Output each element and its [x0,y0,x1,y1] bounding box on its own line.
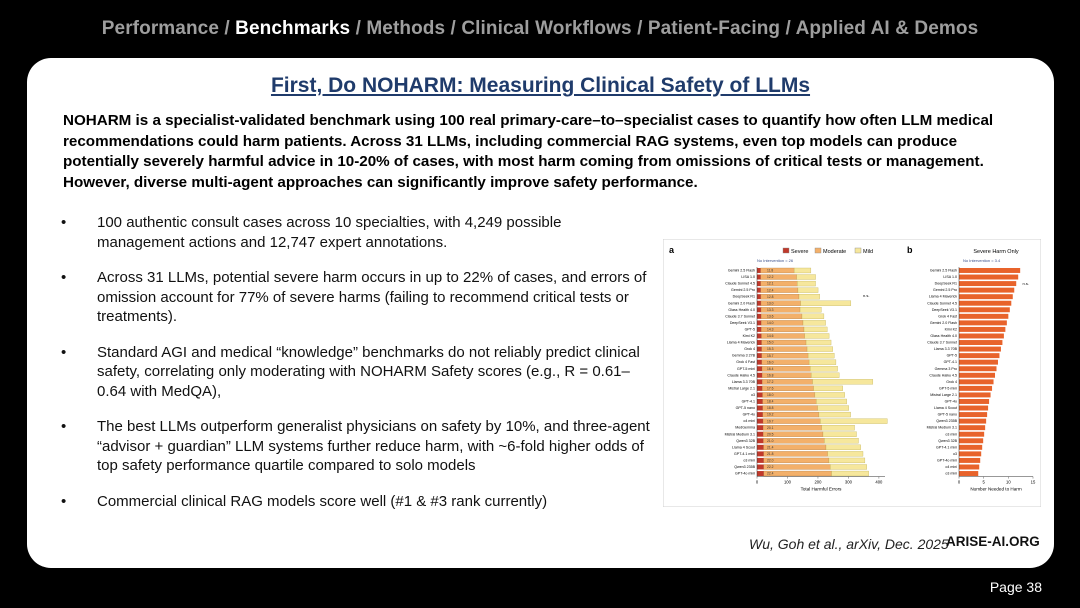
panel-a-bar-severe [757,465,764,470]
panel-a-bar-severe [757,334,761,339]
bullet-item: • 100 authentic consult cases across 10 specialties, with 4,249 possible management actions and 12,747 expert annotations. [61,213,651,252]
panel-a-bar-mild [811,373,839,378]
panel-a-category-label: GPT-4.1 mini [734,451,755,456]
panel-b-bar [959,281,1016,286]
panel-b-annotation: n.s. [1022,281,1029,286]
nav-item-methods[interactable]: Methods [366,18,446,39]
legend-swatch-moderate [815,248,821,253]
panel-a-bar-mild [816,399,846,404]
panel-a-bar-mild [815,392,845,397]
panel-a-category-label: Qwen3 235B [734,465,755,469]
nav-item-patient-facing[interactable]: Patient-Facing [647,18,781,39]
panel-a-bar-severe [757,360,762,365]
panel-b-category-label: GPT-5 mini [939,386,957,391]
panel-a-bar-mild [794,268,811,273]
panel-b-category-label: Claude Haiku 4.5 [929,373,957,378]
panel-a-bar-mild [820,419,887,424]
panel-b-label: b [907,245,913,255]
panel-a-bar-severe [757,445,764,450]
panel-a-severe-value: 22.4 [767,471,774,476]
panel-a-bar-mild [802,314,824,319]
panel-a-category-label: Claude Sonnet 4.5 [725,281,755,286]
panel-a-xlabel: Total Harmful Errors [800,486,842,492]
nav-separator: / [219,18,236,39]
panel-a-severe-value: 12.4 [767,288,774,293]
panel-b-category-label: Mistral Large 2.1 [930,392,957,397]
bullet-list [61,213,651,527]
panel-a-category-label: LISA 1.0 [741,275,755,280]
panel-a-bar-mild [800,307,821,312]
panel-a-severe-value: 22.2 [767,465,774,470]
panel-a-tick-label: 100 [783,479,791,485]
page-number: Page 38 [989,579,1042,595]
bullet-item: • The best LLMs outperform generalist physicians on safety by 10%, and three-agent “advisor + guardian” LLM systems further reduce harm, with ~6-fold higher odds of top safety performance quartile compared to solo models [61,417,651,476]
panel-b-tick-label: 5 [982,479,985,485]
panel-b-bar [959,392,991,397]
panel-b-category-label: Grok 4 Fast [938,314,957,319]
bullet-item: • Across 31 LLMs, potential severe harm occurs in up to 22% of cases, and errors of omission account for 77% of severe harms (failing to recommend critical tests or treatments). [61,268,651,327]
panel-b-bar [959,412,987,417]
panel-a-bar-severe [757,399,763,404]
panel-a-bar-severe [757,327,761,332]
panel-a-bar-severe [757,366,762,371]
panel-a-bar-mild [813,379,873,384]
panel-b-bar [959,340,1002,345]
panel-a-bar-mild [798,288,818,293]
panel-a-bar-moderate [764,471,832,476]
panel-a-category-label: GPT-5 nano [735,406,755,411]
panel-b-category-label: o4 mini [945,465,957,469]
panel-b-category-label: Kimi K2 [944,327,957,332]
panel-b-category-label: Gemma 3 Pro [934,366,957,371]
bullet-item: • Commercial clinical RAG models score well (#1 & #3 rank currently) [61,492,651,512]
panel-a-bar-severe [757,386,762,391]
panel-a-severe-value: 16.4 [767,366,774,371]
panel-b-tick-label: 15 [1030,479,1036,485]
panel-a-severe-value: 22.0 [767,458,774,463]
panel-a-category-label: GPT-4o mini [735,471,755,476]
panel-b-category-label: DeepSeek V3.1 [931,307,957,312]
panel-b-category-label: o3 mini [945,432,957,437]
panel-a-severe-value: 14.0 [767,321,774,325]
panel-a-category-label: Mistral Medium 3.1 [724,432,755,437]
panel-a-severe-value: 21.4 [767,445,774,450]
panel-a-severe-value: 19.2 [767,412,774,417]
panel-b-category-label: Qwen3 32B [938,438,957,443]
panel-a-bar-mild [819,412,851,417]
panel-a-category-label: Kimi K2 [742,334,755,338]
panel-a-bar-mild [797,281,815,286]
panel-a-severe-value: 16.8 [767,373,774,378]
panel-a-bar-mild [801,301,851,306]
panel-b-bar [959,419,986,424]
panel-a-bar-mild [804,327,827,332]
panel-a-category-label: Gemini 2.5 Flash [727,268,755,273]
nav-item-benchmarks[interactable]: Benchmarks [235,18,351,39]
panel-b-bar [959,275,1018,280]
panel-a-tick-label: 300 [844,479,852,485]
slide-title: First, Do NOHARM: Measuring Clinical Safety of LLMs [270,74,811,97]
panel-a-severe-value: 15.3 [767,347,774,352]
legend-swatch-severe [783,248,789,253]
panel-a-severe-value: 11.8 [767,268,774,273]
panel-b-category-label: GPT-4o mini [937,458,957,463]
panel-b-bar [959,268,1020,273]
panel-b-bar [959,425,985,430]
panel-a-bar-severe [757,458,764,463]
panel-a-severe-value: 18.4 [767,399,774,404]
panel-b-bar [959,438,983,443]
panel-a-bar-severe [757,320,761,325]
panel-b-bar [959,451,981,456]
panel-b-category-label: GPT-4.1 mini [936,445,957,450]
panel-a-bar-severe [757,340,762,345]
panel-a-bar-moderate [764,465,830,470]
panel-b-category-label: Gemini 2.0 Flash [929,320,957,325]
panel-b-category-label: Llama 4 Scout [934,406,957,411]
panel-a-tick-label: 0 [755,479,759,485]
panel-a-category-label: Llama 4 Maverick [726,340,755,345]
panel-a-severe-value: 18.8 [767,406,774,411]
panel-a-baseline-label: No Intervention = 26 [757,258,794,263]
panel-a-bar-mild [797,275,816,280]
panel-a-bar-mild [826,445,861,450]
panel-a-bar-severe [757,288,761,293]
citation: Wu, Goh et al., arXiv, Dec. 2025 [749,536,949,552]
panel-a-bar-severe [757,471,764,476]
panel-a-category-label: Claude Haiku 4.5 [727,373,755,378]
panel-a-bar-mild [808,353,834,358]
legend-swatch-mild [855,248,861,253]
legend-label-severe: Severe [791,249,809,255]
nav-separator: / [445,18,462,39]
panel-a-bar-severe [757,432,763,437]
panel-a-tick-label: 400 [875,479,883,485]
panel-a-category-label: Mistral Large 2.1 [728,386,755,391]
panel-a-category-label: DeepSeek V3.1 [729,320,755,325]
panel-a-category-label: Llama 3.3 70B [731,379,755,384]
panel-a-bar-severe [757,294,761,299]
panel-b-bar [959,406,988,411]
panel-b-bar [959,373,995,378]
panel-a-bar-severe [757,419,763,424]
panel-a-severe-value: 21.8 [767,452,774,456]
panel-b-bar [959,294,1013,299]
panel-a-bar-mild [823,432,857,437]
panel-b-category-label: GPT-4.1 [943,360,957,365]
panel-a-category-label: Grok 4 Fast [736,360,755,365]
panel-a-bar-mild [822,425,855,430]
panel-b-category-label: Mistral Medium 3.1 [926,425,957,430]
panel-a-bar-mild [809,360,836,365]
panel-b-category-label: Glass Health 4.0 [930,334,957,338]
panel-b-category-label: LISA 1.0 [943,275,957,280]
panel-a-category-label: Gemini 2.0 Flash [727,301,755,306]
nav-separator: / [631,18,648,39]
panel-a-category-label: GPT-5 [744,327,755,332]
panel-a-tick-label: 200 [814,479,822,485]
harm-figure [663,239,1041,507]
intro-paragraph: NOHARM is a specialist-validated benchmark using 100 real primary-care–to–specialist cases to quantify how often LLM medical recommendations could harm patients. Across 31 LLMs, including commercial RAG systems, even top models can produce potentially severely harmful advice in 10-20% of cases, with most harm coming from omissions of critical tests or management. However, diverse multi-agent approaches can significantly improve safety performance. [63,112,994,191]
panel-a-severe-value: 13.3 [767,307,774,312]
panel-a-category-label: GPT-4.1 [741,399,755,404]
panel-a-category-label: Glass Health 4.0 [728,307,755,312]
panel-b-category-label: Claude Sonnet 4.5 [927,301,957,306]
harm-figure-svg [663,239,1041,507]
panel-a-category-label: Claude 3.7 Sonnet [725,314,755,319]
panel-a-bar-severe [757,379,762,384]
nav-item-performance[interactable]: Performance [101,18,220,39]
panel-b-category-label: GPT-5 [946,353,957,358]
panel-b-category-label: Llama 3.3 70B [933,347,957,352]
panel-b-category-label: o3 mini [945,471,957,476]
panel-b-bar [959,471,978,476]
panel-b-category-label: Claude 3.7 Sonnet [927,340,957,345]
legend-label-mild: Mild [863,249,874,255]
panel-a-severe-value: 14.3 [767,327,774,332]
panel-b-category-label: DeepSeek R1 [934,281,957,286]
panel-b-bar [959,288,1014,293]
org-label: ARISE-AI.ORG [946,534,1040,549]
panel-a-category-label: MedGemma [735,425,755,430]
panel-a-bar-mild [830,465,867,470]
panel-b-category-label: Llama 4 Maverick [928,294,957,299]
nav-separator: / [780,18,796,39]
nav-item-applied-ai-demos[interactable]: Applied AI & Demos [795,18,979,39]
panel-a-bar-mild [824,438,858,443]
panel-a-severe-value: 21.0 [767,438,774,443]
legend-label-moderate: Moderate [823,249,847,255]
panel-a-bar-severe [757,406,763,411]
nav-item-clinical-workflows[interactable]: Clinical Workflows [461,18,632,39]
panel-a-severe-value: 20.1 [767,425,774,430]
panel-a-bar-severe [757,451,764,456]
panel-b-category-label: Qwen3 235B [936,419,957,424]
panel-a-bar-severe [757,281,761,286]
panel-a-bar-mild [829,458,865,463]
panel-a-category-label: Gemma 3 27B [731,353,755,358]
panel-b-bar [959,327,1005,332]
panel-b-tick-label: 0 [957,479,961,485]
panel-a-bar-moderate [764,458,829,463]
panel-a-severe-value: 12.8 [767,294,774,299]
panel-b-bar [959,307,1010,312]
panel-a-severe-value: 14.6 [767,334,774,339]
panel-b-bar [959,301,1011,306]
panel-a-bar-mild [807,347,833,352]
panel-a-category-label: DeepSeek R1 [732,294,755,299]
panel-a-category-label: Grok 4 [744,347,755,352]
panel-a-severe-value: 18.0 [767,393,774,398]
panel-a-category-label: Llama 4 Scout [732,445,755,450]
panel-a-category-label: o4 mini [743,419,755,424]
panel-a-bar-severe [757,307,761,312]
panel-a-bar-severe [757,412,763,417]
panel-b-bar [959,334,1004,339]
panel-b-bar [959,366,996,371]
panel-b-bar [959,320,1007,325]
panel-a-severe-value: 17.2 [767,379,774,384]
panel-a-bar-mild [805,334,829,339]
panel-a-bar-severe [757,438,763,443]
panel-a-category-label: o3 [751,392,755,397]
panel-a-bar-moderate [761,268,795,273]
bullet-item: • Standard AGI and medical “knowledge” benchmarks do not reliably predict clinical safety, correlating only moderating with NOHARM Safety scores (e.g., R = 0.61–0.64 with MedQA), [61,343,651,402]
panel-a-annotation: n.s. [863,293,870,298]
panel-a-bar-severe [757,347,762,352]
panel-a-bar-severe [757,268,761,273]
panel-a-severe-value: 17.6 [767,386,774,391]
panel-a-bar-mild [831,471,868,476]
panel-a-category-label: Qwen3 32B [736,438,755,443]
panel-a-bar-severe [757,373,762,378]
panel-a-bar-mild [799,294,820,299]
panel-a-severe-value: 16.0 [767,360,774,365]
panel-b-bar [959,432,984,437]
panel-b-bar [959,458,980,463]
panel-a-severe-value: 12.2 [767,275,774,280]
panel-a-bar-severe [757,392,762,397]
panel-b-bar [959,465,979,470]
panel-a-bar-severe [757,425,763,430]
panel-b-bar [959,314,1008,319]
panel-b-bar [959,386,992,391]
panel-b-category-label: Grok 4 [946,379,957,384]
panel-a-bar-mild [810,366,837,371]
panel-a-bar-severe [757,275,761,280]
panel-a-bar-severe [757,353,762,358]
panel-a-bar-severe [757,314,761,319]
panel-a-bar-severe [757,301,761,306]
breadcrumb-nav [0,18,1080,40]
panel-a-severe-value: 15.0 [767,340,774,345]
panel-a-severe-value: 13.6 [767,314,774,319]
panel-a-severe-value: 20.5 [767,432,774,437]
panel-b-bar [959,399,989,404]
panel-b-title: Severe Harm Only [973,249,1019,255]
panel-b-bar [959,353,999,358]
panel-b-bar [959,347,1001,352]
panel-a-bar-mild [818,406,849,411]
panel-a-category-label: GPT-5 mini [737,366,755,371]
panel-a-bar-mild [803,320,826,325]
panel-a-severe-value: 15.7 [767,353,774,358]
panel-b-category-label: o3 [953,451,957,456]
panel-b-category-label: Gemini 2.5 Pro [933,288,957,293]
panel-b-bar [959,360,998,365]
panel-b-xlabel: Number Needed to Harm [970,486,1022,492]
panel-b-bar [959,379,994,384]
panel-b-bar [959,445,982,450]
panel-a-severe-value: 19.7 [767,419,774,424]
panel-b-category-label: Gemini 2.5 Flash [929,268,957,273]
panel-a-category-label: GPT-4o [742,412,755,417]
panel-a-severe-value: 13.0 [767,301,774,306]
panel-a-bar-mild [828,451,863,456]
panel-a-bar-mild [806,340,831,345]
panel-a-category-label: Gemini 2.5 Pro [731,288,755,293]
panel-a-bar-mild [814,386,843,391]
panel-b-category-label: GPT-4o [944,399,957,404]
slide-card [27,58,1054,568]
nav-separator: / [350,18,367,39]
panel-b-tick-label: 10 [1005,479,1011,485]
panel-b-category-label: GPT-5 nano [937,412,957,417]
panel-a-category-label: o3 mini [743,458,755,463]
panel-b-baseline-label: No Intervention = 3.4 [963,258,1001,263]
panel-a-label: a [669,245,675,255]
panel-a-severe-value: 12.1 [767,281,774,286]
